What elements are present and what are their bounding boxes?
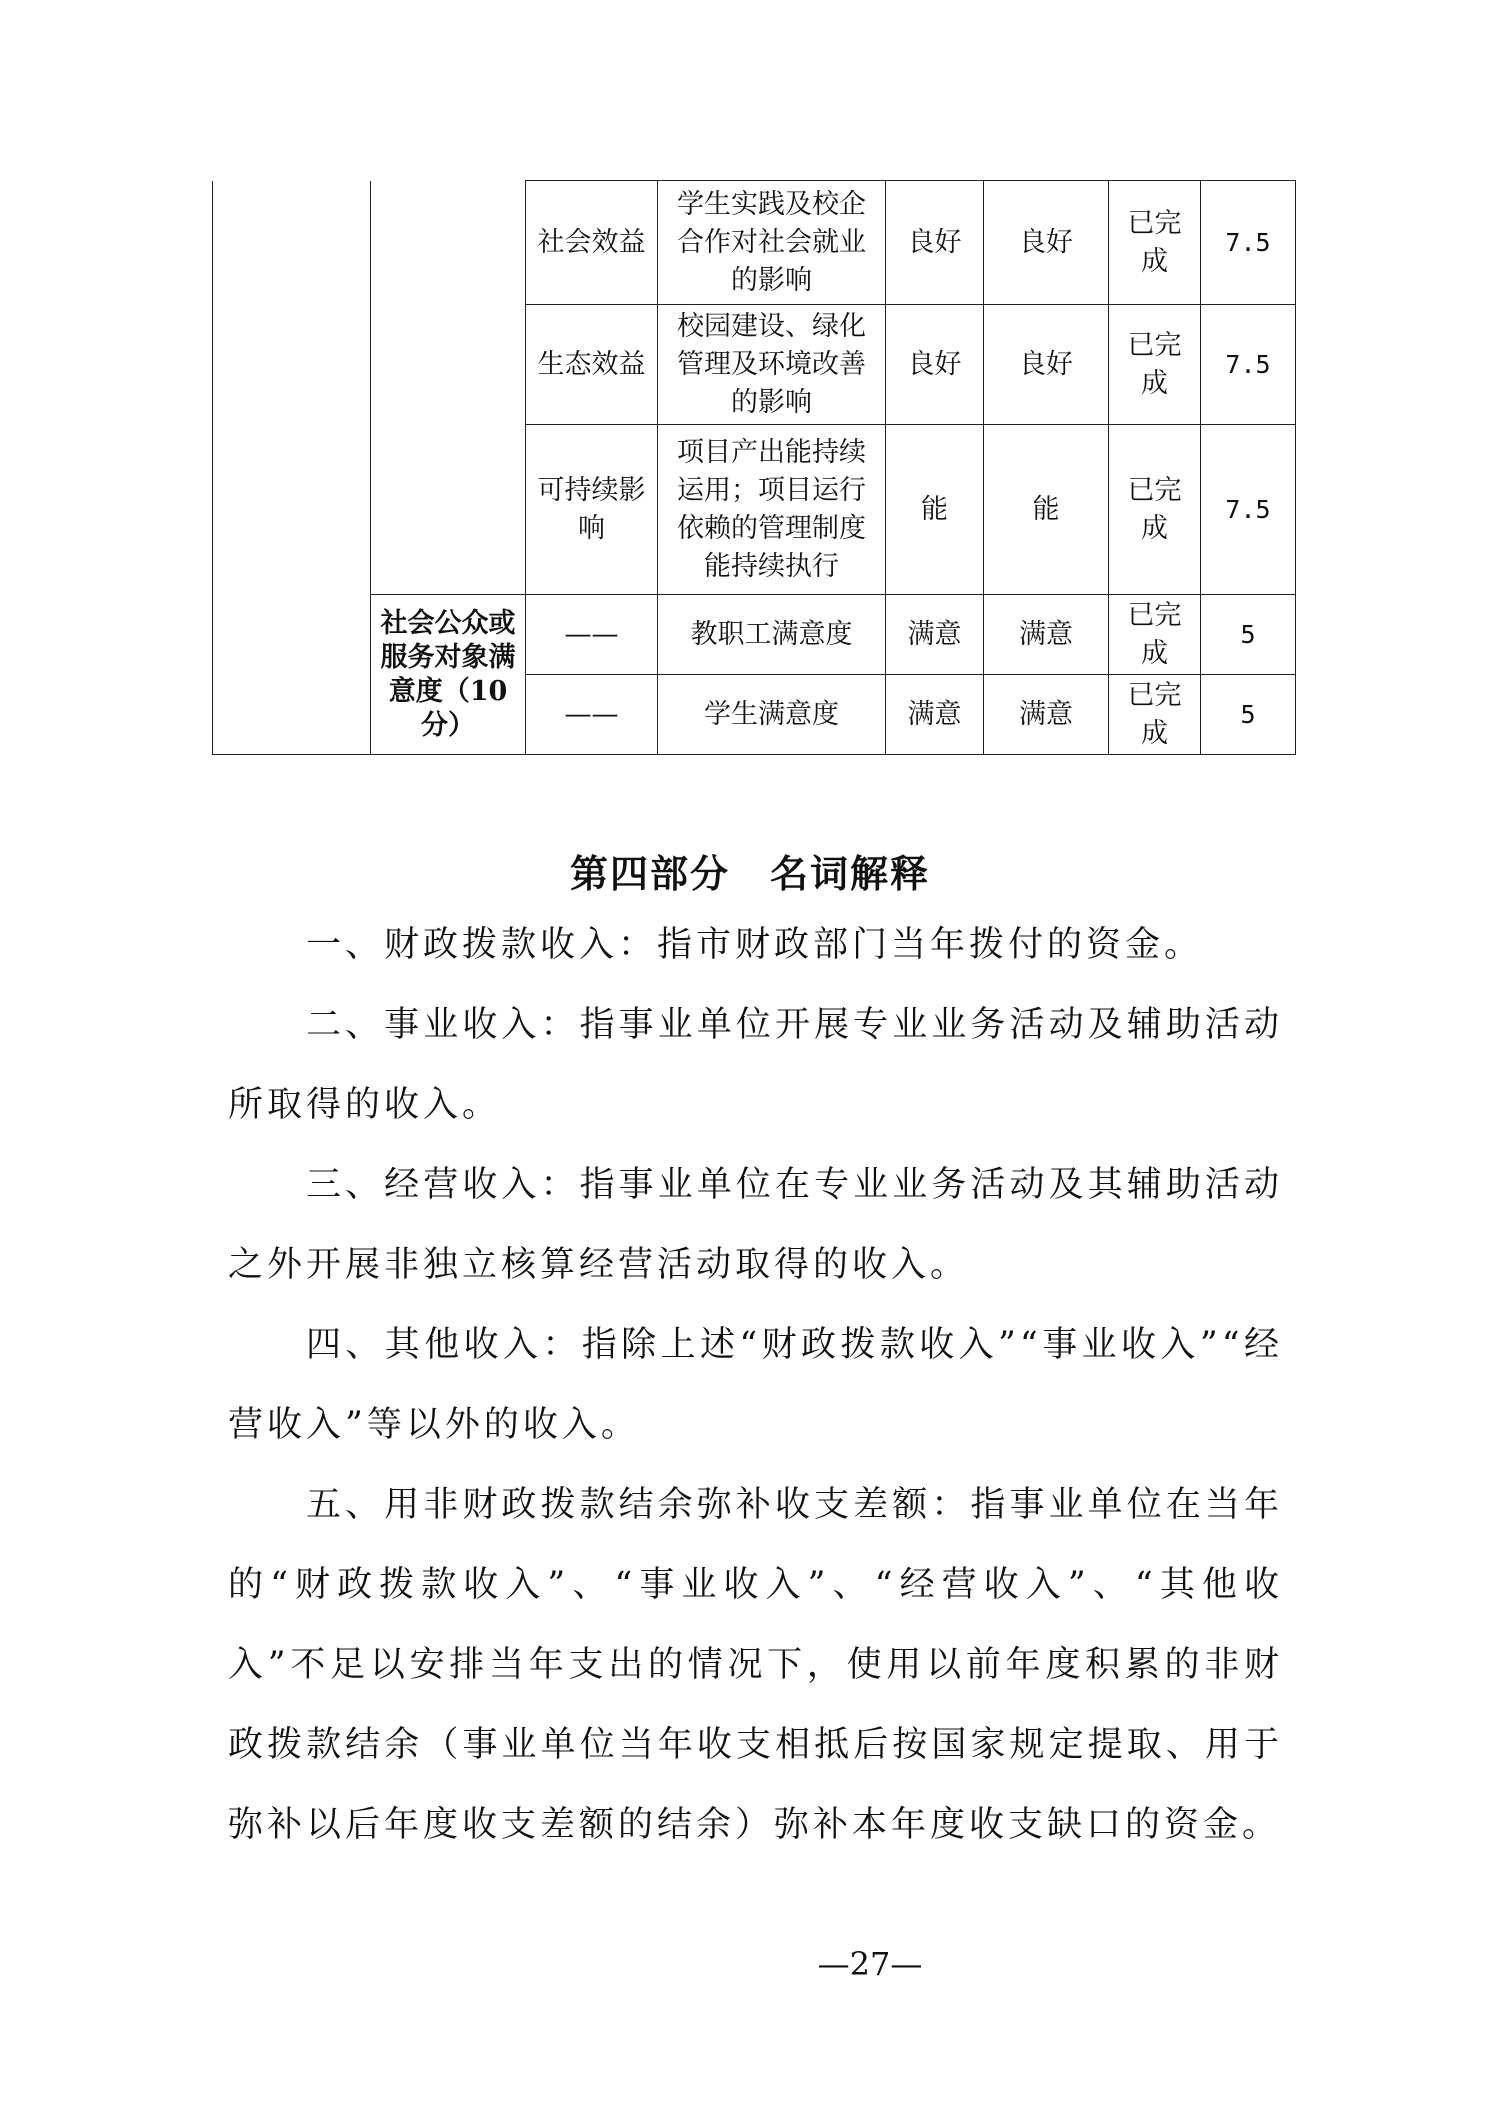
status-cell: 已完成 [1109, 425, 1201, 595]
table-row [213, 595, 1296, 675]
section-title: 第四部分 名词解释 [569, 852, 930, 896]
indicator-name: 学生满意度 [658, 675, 886, 755]
glossary-paragraph: 三、经营收入：指事业单位在专业业务活动及其辅助活动之外开展非独立核算经营活动取得的收入。 [228, 1165, 1283, 1285]
status-cell: 已完成 [1109, 675, 1201, 755]
target-value: 满意 [886, 675, 984, 755]
actual-value: 满意 [984, 595, 1109, 675]
score-cell: 5 [1201, 675, 1296, 755]
score-cell: 7.5 [1201, 181, 1296, 305]
category-cell [371, 181, 526, 595]
score-cell: 5 [1201, 595, 1296, 675]
actual-value: 良好 [984, 181, 1109, 305]
secondary-indicator: 生态效益 [526, 305, 658, 425]
indicator-name: 学生实践及校企合作对社会就业的影响 [658, 181, 886, 305]
indicator-name: 教职工满意度 [658, 595, 886, 675]
actual-value: 能 [984, 425, 1109, 595]
secondary-indicator: —— [526, 595, 658, 675]
performance-table [212, 180, 1296, 755]
table-row [213, 181, 1296, 305]
status-cell: 已完成 [1109, 181, 1201, 305]
glossary-paragraph: 一、财政拨款收入：指市财政部门当年拨付的资金。 [306, 925, 1204, 965]
target-value: 满意 [886, 595, 984, 675]
target-value: 良好 [886, 181, 984, 305]
primary-indicator-cell [213, 181, 371, 755]
indicator-name: 项目产出能持续运用；项目运行依赖的管理制度能持续执行 [658, 425, 886, 595]
indicator-name: 校园建设、绿化管理及环境改善的影响 [658, 305, 886, 425]
secondary-indicator: —— [526, 675, 658, 755]
actual-value: 良好 [984, 305, 1109, 425]
status-cell: 已完成 [1109, 595, 1201, 675]
score-cell: 7.5 [1201, 425, 1296, 595]
target-value: 良好 [886, 305, 984, 425]
glossary-paragraph: 五、用非财政拨款结余弥补收支差额：指事业单位在当年的“财政拨款收入”、“事业收入”、“经营收入”、“其他收入”不足以安排当年支出的情况下，使用以前年度积累的非财政拨款结余（事业单位当年收支相抵后按国家规定提取、用于弥补以后年度收支差额的结余）弥补本年度收支缺口的资金。 [228, 1485, 1283, 1845]
target-value: 能 [886, 425, 984, 595]
secondary-indicator: 社会效益 [526, 181, 658, 305]
glossary-paragraph: 四、其他收入：指除上述“财政拨款收入”“事业收入”“经营收入”等以外的收入。 [228, 1325, 1283, 1445]
actual-value: 满意 [984, 675, 1109, 755]
score-cell: 7.5 [1201, 305, 1296, 425]
status-cell: 已完成 [1109, 305, 1201, 425]
glossary-paragraph: 二、事业收入：指事业单位开展专业业务活动及辅助活动所取得的收入。 [228, 1005, 1283, 1125]
glossary-body [228, 905, 1283, 1865]
page-number: —27— [817, 1945, 923, 1983]
satisfaction-category: 社会公众或服务对象满意度（10分） [371, 595, 526, 755]
secondary-indicator: 可持续影响 [526, 425, 658, 595]
